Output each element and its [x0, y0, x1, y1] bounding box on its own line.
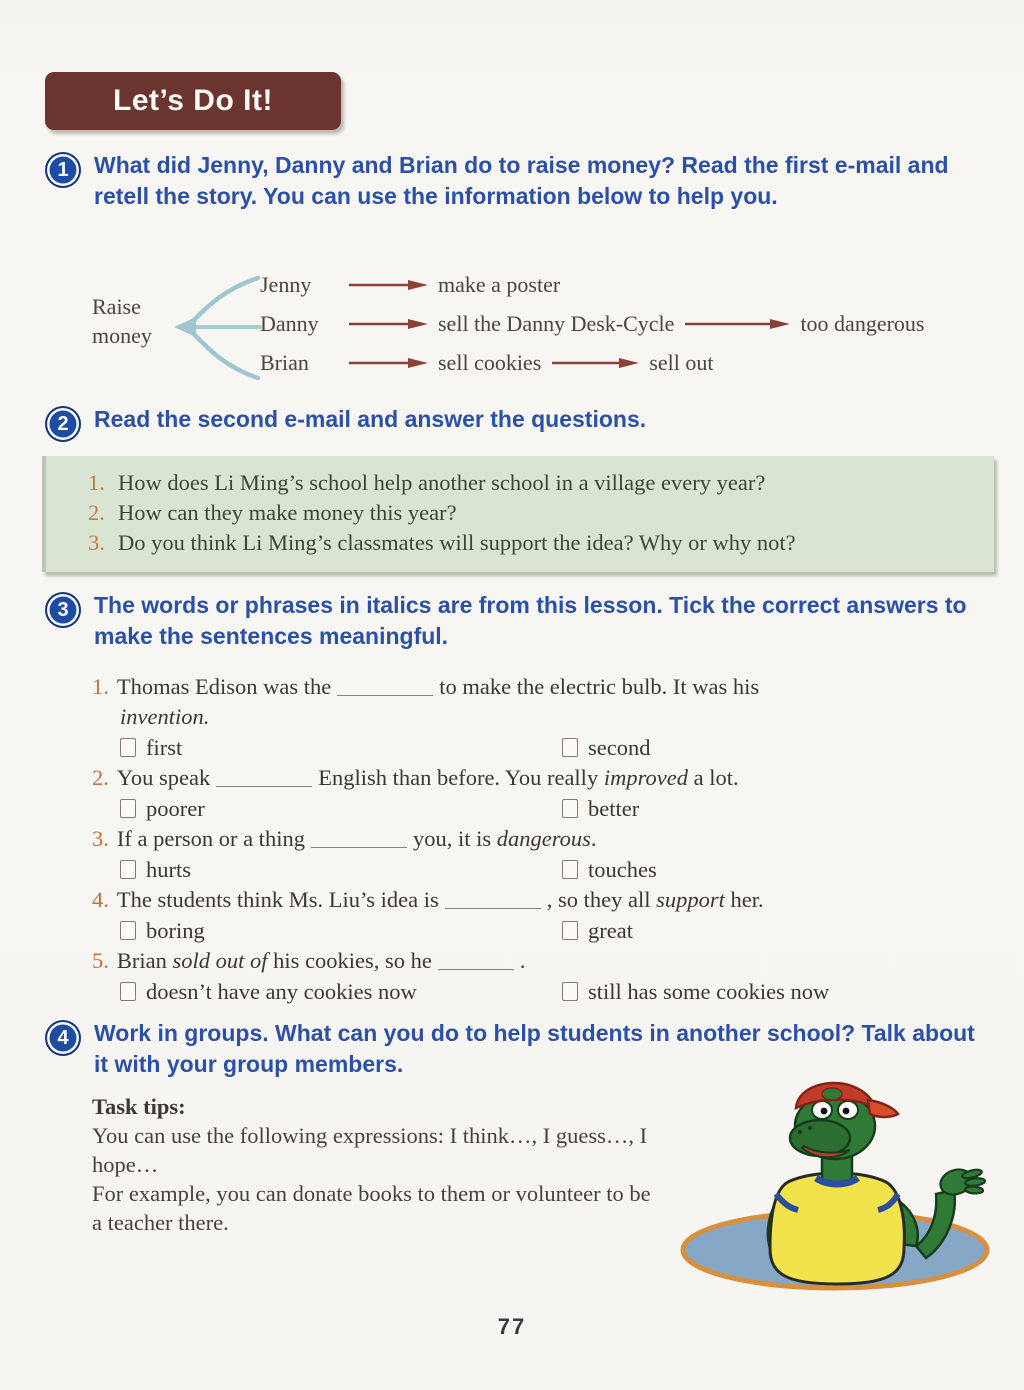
option-label: still has some cookies now — [588, 978, 830, 1004]
sentence-italic-word: sold out of — [172, 948, 268, 973]
sentence-italic-word: improved — [603, 765, 688, 790]
checkbox[interactable] — [120, 921, 136, 940]
checkbox[interactable] — [120, 860, 136, 879]
question-number: 2. — [88, 500, 105, 525]
option-label: great — [588, 917, 633, 943]
sentence-text: her. — [724, 887, 764, 912]
options-row — [120, 854, 972, 885]
options-row — [120, 976, 972, 1007]
right-arrow-icon — [682, 317, 792, 331]
diagram-name: Jenny — [260, 272, 312, 297]
diagram-result: too dangerous — [800, 311, 925, 336]
sentence-text: Thomas Edison was the — [116, 674, 332, 699]
sentence-text: . — [590, 826, 597, 851]
page-number: 77 — [497, 1314, 527, 1339]
task-tip-text: You can use the following expressions: I think…, I guess…, I hope… — [92, 1123, 648, 1177]
option-left — [120, 733, 562, 763]
option-left — [120, 916, 562, 946]
task-tip-text: For example, you can donate books to them or volunteer to be a teacher there. — [92, 1181, 651, 1235]
checkbox[interactable] — [562, 738, 578, 757]
tick-exercise-list — [92, 672, 972, 1007]
sentence-text: you, it is — [412, 826, 497, 851]
question-text: Do you think Li Ming’s classmates will support the idea? Why or why not? — [118, 530, 796, 555]
exercise-3-number-badge: 3 — [45, 592, 81, 628]
question-number: 3. — [88, 530, 105, 555]
diagram-result: sell out — [649, 350, 714, 375]
sentence — [92, 824, 972, 854]
option-label: boring — [146, 917, 205, 943]
question-number: 1. — [88, 470, 105, 495]
item-number: 4. — [92, 887, 109, 912]
sentence-italic-word: invention. — [120, 704, 210, 729]
option-label: better — [588, 795, 640, 821]
option-left — [120, 794, 562, 824]
exercise-3-header — [45, 590, 984, 652]
item-number: 3. — [92, 826, 109, 851]
sentence-text: English than before. You really — [318, 765, 604, 790]
option-left — [120, 855, 562, 885]
sentence-text: his cookies, so he — [267, 948, 432, 973]
tick-item-2 — [92, 763, 972, 824]
checkbox[interactable] — [562, 921, 578, 940]
question-item — [88, 498, 976, 528]
fill-blank[interactable] — [337, 677, 433, 696]
option-label: touches — [588, 856, 657, 882]
option-label: doesn’t have any cookies now — [146, 978, 417, 1004]
diagram-row-brian — [260, 346, 924, 380]
fill-blank[interactable] — [311, 829, 407, 848]
exercise-1-number-badge: 1 — [45, 152, 81, 188]
questions-box — [42, 456, 994, 572]
exercise-4-heading: Work in groups. What can you do to help students in another school? Talk about it with your group members. — [94, 1020, 975, 1077]
option-left — [120, 977, 562, 1007]
item-number: 2. — [92, 765, 109, 790]
sentence-italic-word: support — [656, 887, 725, 912]
task-tips-block — [92, 1092, 652, 1237]
option-label: hurts — [146, 856, 191, 882]
option-right — [562, 855, 972, 885]
options-row — [120, 793, 972, 824]
diagram-row-danny — [260, 307, 924, 341]
exercise-1-header — [45, 150, 984, 212]
diagram-root-label: Raise money — [92, 294, 152, 348]
exercise-3-heading: The words or phrases in italics are from this lesson. Tick the correct answers to make the sentences meaningful. — [94, 592, 967, 649]
sentence — [92, 672, 972, 702]
question-text: How does Li Ming’s school help another school in a village every year? — [118, 470, 766, 495]
sentence-text: Brian — [116, 948, 173, 973]
sentence-text: The students think Ms. Liu’s idea is — [116, 887, 439, 912]
sentence — [92, 946, 972, 976]
option-label: second — [588, 734, 651, 760]
option-right — [562, 733, 972, 763]
sentence-text: You speak — [116, 765, 211, 790]
exercise-4-number-badge: 4 — [45, 1020, 81, 1056]
diagram-action: make a poster — [438, 272, 561, 297]
sentence — [92, 885, 972, 915]
checkbox[interactable] — [562, 982, 578, 1001]
sentence-text: a lot. — [687, 765, 739, 790]
exercise-4-header — [45, 1018, 984, 1080]
exercise-2-header — [45, 404, 984, 442]
options-row — [120, 915, 972, 946]
question-text: How can they make money this year? — [118, 500, 457, 525]
sentence-text: to make the electric bulb. It was his — [439, 674, 760, 699]
fill-blank[interactable] — [445, 890, 541, 909]
checkbox[interactable] — [120, 982, 136, 1001]
tick-item-3 — [92, 824, 972, 885]
option-right — [562, 977, 972, 1007]
checkbox[interactable] — [120, 799, 136, 818]
diagram-name: Danny — [260, 311, 319, 336]
exercise-2-number-badge: 2 — [45, 406, 81, 442]
option-label: poorer — [146, 795, 205, 821]
right-arrow-icon — [346, 317, 430, 331]
tick-item-5 — [92, 946, 972, 1007]
raise-money-diagram — [92, 268, 992, 390]
question-item — [88, 468, 976, 498]
sentence-text: , so they all — [546, 887, 657, 912]
sentence-italic-word: dangerous — [496, 826, 591, 851]
option-right — [562, 794, 972, 824]
sentence — [92, 763, 972, 793]
item-number: 5. — [92, 948, 109, 973]
option-right — [562, 916, 972, 946]
task-tips-label: Task tips: — [92, 1094, 186, 1119]
right-arrow-icon — [549, 356, 641, 370]
left-brace-arrow-icon — [170, 270, 262, 386]
diagram-row-jenny — [260, 268, 924, 302]
options-row — [120, 732, 972, 763]
diagram-action: sell the Danny Desk-Cycle — [438, 311, 675, 336]
item-number: 1. — [92, 674, 109, 699]
right-arrow-icon — [346, 278, 430, 292]
tick-item-4 — [92, 885, 972, 946]
option-label: first — [146, 734, 183, 760]
fill-blank[interactable] — [216, 768, 312, 787]
dinosaur-mascot-illustration — [672, 1078, 1002, 1293]
checkbox[interactable] — [562, 860, 578, 879]
question-item — [88, 528, 976, 558]
checkbox[interactable] — [562, 799, 578, 818]
lets-do-it-banner: Let’s Do It! — [45, 72, 341, 130]
diagram-action: sell cookies — [438, 350, 542, 375]
diagram-rows — [260, 268, 924, 380]
tick-item-1 — [92, 672, 972, 763]
checkbox[interactable] — [120, 738, 136, 757]
exercise-1-heading: What did Jenny, Danny and Brian do to raise money? Read the first e-mail and retell the story. You can use the information below to help you. — [94, 152, 949, 209]
diagram-name: Brian — [260, 350, 309, 375]
exercise-2-heading: Read the second e-mail and answer the questions. — [94, 406, 647, 432]
fill-blank[interactable] — [438, 951, 514, 970]
sentence-text: . — [519, 948, 526, 973]
sentence-text: If a person or a thing — [116, 826, 305, 851]
right-arrow-icon — [346, 356, 430, 370]
